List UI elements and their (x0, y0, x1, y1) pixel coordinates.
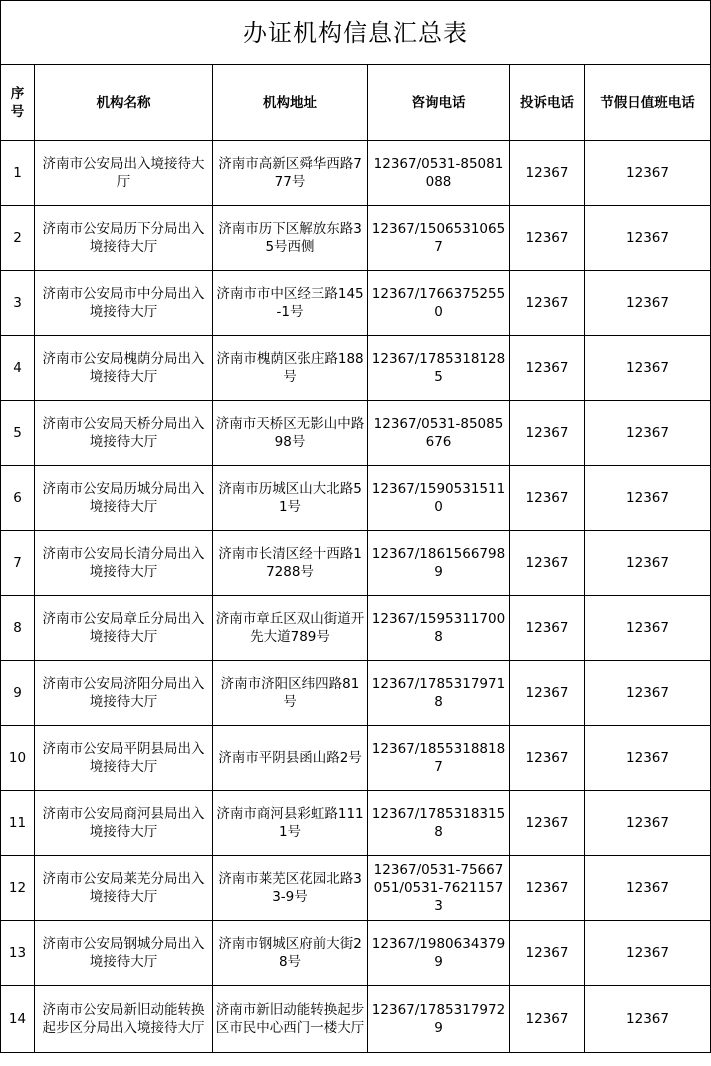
header-name: 机构名称 (35, 65, 213, 141)
cell-consult-phone: 12367/0531-85085676 (368, 401, 510, 466)
cell-name: 济南市公安局钢城分局出入境接待大厅 (35, 921, 213, 986)
cell-address: 济南市章丘区双山街道开先大道789号 (213, 596, 368, 661)
table-row (1, 791, 711, 856)
table-row (1, 141, 711, 206)
table-row (1, 466, 711, 531)
cell-consult-phone: 12367/15065310657 (368, 206, 510, 271)
cell-index: 13 (1, 921, 35, 986)
table-row (1, 336, 711, 401)
cell-holiday-phone: 12367 (585, 921, 711, 986)
cell-complaint-phone: 12367 (510, 921, 585, 986)
cell-name: 济南市公安局出入境接待大厅 (35, 141, 213, 206)
cell-address: 济南市历城区山大北路51号 (213, 466, 368, 531)
cell-holiday-phone: 12367 (585, 336, 711, 401)
cell-complaint-phone: 12367 (510, 791, 585, 856)
cell-consult-phone: 12367/15905315110 (368, 466, 510, 531)
cell-holiday-phone: 12367 (585, 141, 711, 206)
header-consult-phone: 咨询电话 (368, 65, 510, 141)
cell-index: 3 (1, 271, 35, 336)
table-title: 办证机构信息汇总表 (1, 1, 711, 65)
cell-name: 济南市公安局济阳分局出入境接待大厅 (35, 661, 213, 726)
cell-consult-phone: 12367/17853183158 (368, 791, 510, 856)
cell-holiday-phone: 12367 (585, 856, 711, 921)
cell-address: 济南市商河县彩虹路1111号 (213, 791, 368, 856)
header-holiday-phone: 节假日值班电话 (585, 65, 711, 141)
cell-index: 4 (1, 336, 35, 401)
cell-address: 济南市高新区舜华西路777号 (213, 141, 368, 206)
cell-index: 11 (1, 791, 35, 856)
table-row (1, 596, 711, 661)
cell-complaint-phone: 12367 (510, 856, 585, 921)
cell-complaint-phone: 12367 (510, 141, 585, 206)
cell-name: 济南市公安局莱芜分局出入境接待大厅 (35, 856, 213, 921)
table-row (1, 206, 711, 271)
cell-address: 济南市济阳区纬四路81号 (213, 661, 368, 726)
cell-index: 12 (1, 856, 35, 921)
cell-name: 济南市公安局新旧动能转换起步区分局出入境接待大厅 (35, 986, 213, 1053)
cell-holiday-phone: 12367 (585, 791, 711, 856)
cell-consult-phone: 12367/17853181285 (368, 336, 510, 401)
cell-consult-phone: 12367/17663752550 (368, 271, 510, 336)
cell-index: 14 (1, 986, 35, 1053)
cell-index: 1 (1, 141, 35, 206)
cell-complaint-phone: 12367 (510, 726, 585, 791)
cell-holiday-phone: 12367 (585, 661, 711, 726)
table-row (1, 921, 711, 986)
cell-name: 济南市公安局商河县局出入境接待大厅 (35, 791, 213, 856)
cell-complaint-phone: 12367 (510, 661, 585, 726)
cell-consult-phone: 12367/0531-75667051/0531-76211573 (368, 856, 510, 921)
table-row (1, 726, 711, 791)
cell-holiday-phone: 12367 (585, 726, 711, 791)
table-row (1, 401, 711, 466)
cell-holiday-phone: 12367 (585, 206, 711, 271)
cell-consult-phone: 12367/18615667989 (368, 531, 510, 596)
header-address: 机构地址 (213, 65, 368, 141)
cell-address: 济南市槐荫区张庄路188号 (213, 336, 368, 401)
cell-complaint-phone: 12367 (510, 986, 585, 1053)
cell-consult-phone: 12367/17853179729 (368, 986, 510, 1053)
table-row (1, 986, 711, 1053)
cell-name: 济南市公安局槐荫分局出入境接待大厅 (35, 336, 213, 401)
header-complaint-phone: 投诉电话 (510, 65, 585, 141)
cell-address: 济南市新旧动能转换起步区市民中心西门一楼大厅 (213, 986, 368, 1053)
cell-index: 5 (1, 401, 35, 466)
table-row (1, 271, 711, 336)
cell-name: 济南市公安局平阴县局出入境接待大厅 (35, 726, 213, 791)
cell-address: 济南市平阴县函山路2号 (213, 726, 368, 791)
cell-address: 济南市莱芜区花园北路33-9号 (213, 856, 368, 921)
cell-complaint-phone: 12367 (510, 271, 585, 336)
cell-name: 济南市公安局章丘分局出入境接待大厅 (35, 596, 213, 661)
table-body (1, 141, 711, 1053)
cell-consult-phone: 12367/19806343799 (368, 921, 510, 986)
cell-name: 济南市公安局历城分局出入境接待大厅 (35, 466, 213, 531)
cell-index: 6 (1, 466, 35, 531)
header-row (1, 65, 711, 141)
cell-consult-phone: 12367/0531-85081088 (368, 141, 510, 206)
cell-address: 济南市长清区经十西路17288号 (213, 531, 368, 596)
cell-index: 8 (1, 596, 35, 661)
cell-complaint-phone: 12367 (510, 206, 585, 271)
cell-complaint-phone: 12367 (510, 596, 585, 661)
cell-holiday-phone: 12367 (585, 531, 711, 596)
cell-complaint-phone: 12367 (510, 466, 585, 531)
table-row (1, 531, 711, 596)
cell-consult-phone: 12367/17853179718 (368, 661, 510, 726)
cell-address: 济南市钢城区府前大街28号 (213, 921, 368, 986)
cell-name: 济南市公安局市中分局出入境接待大厅 (35, 271, 213, 336)
cell-holiday-phone: 12367 (585, 466, 711, 531)
cell-name: 济南市公安局天桥分局出入境接待大厅 (35, 401, 213, 466)
cell-consult-phone: 12367/15953117008 (368, 596, 510, 661)
cell-name: 济南市公安局长清分局出入境接待大厅 (35, 531, 213, 596)
cell-complaint-phone: 12367 (510, 336, 585, 401)
cell-consult-phone: 12367/18553188187 (368, 726, 510, 791)
cell-index: 2 (1, 206, 35, 271)
cell-complaint-phone: 12367 (510, 531, 585, 596)
cell-holiday-phone: 12367 (585, 596, 711, 661)
table-row (1, 856, 711, 921)
cell-index: 9 (1, 661, 35, 726)
cell-complaint-phone: 12367 (510, 401, 585, 466)
cell-holiday-phone: 12367 (585, 271, 711, 336)
cell-holiday-phone: 12367 (585, 986, 711, 1053)
table-row (1, 661, 711, 726)
cell-index: 7 (1, 531, 35, 596)
cell-holiday-phone: 12367 (585, 401, 711, 466)
cell-address: 济南市市中区经三路145-1号 (213, 271, 368, 336)
cell-index: 10 (1, 726, 35, 791)
cell-name: 济南市公安局历下分局出入境接待大厅 (35, 206, 213, 271)
header-index: 序号 (1, 65, 35, 141)
cell-address: 济南市历下区解放东路35号西侧 (213, 206, 368, 271)
cell-address: 济南市天桥区无影山中路98号 (213, 401, 368, 466)
